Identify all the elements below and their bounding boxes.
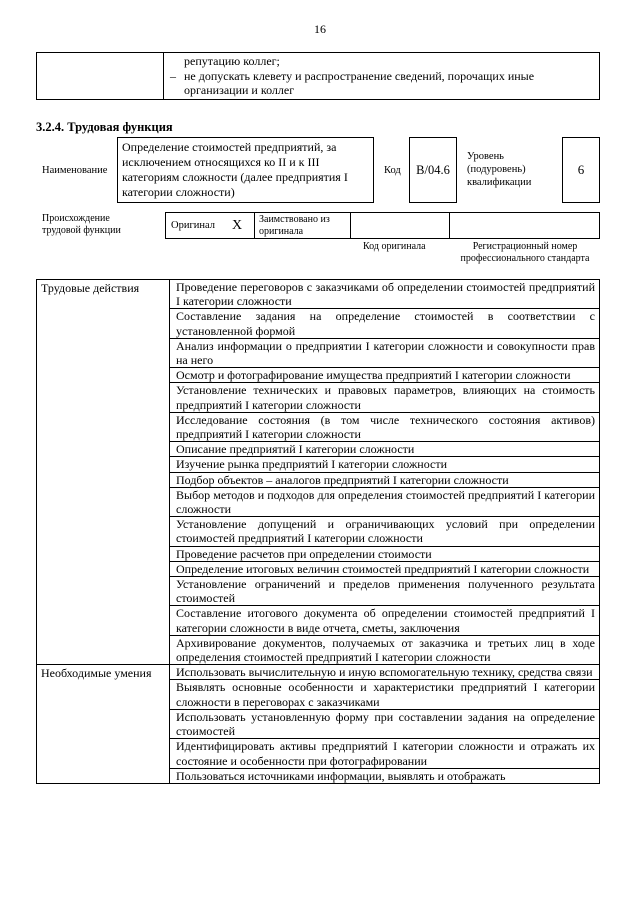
skill-item: Идентифицировать активы предприятий I категории сложности и отражать их состояние и особенности при фотографировании [176, 739, 595, 768]
level-box [562, 137, 600, 203]
origin-label: Происхождение трудовой функции [42, 213, 121, 236]
code-label: Код [384, 165, 401, 176]
code-value: B/04.6 [416, 163, 450, 177]
original-box [165, 212, 255, 239]
labor-action: Осмотр и фотографирование имущества предприятий I категории сложности [176, 368, 571, 383]
code-original-label: Код оригинала [363, 241, 426, 252]
continuation-line: не допускать клевету и распространение сведений, порочащих иные [184, 68, 535, 83]
continuation-table [36, 52, 600, 100]
table-row [170, 517, 600, 546]
labor-action: Проведение переговоров с заказчиками об определении стоимостей предприятий I категории сложности [176, 280, 595, 309]
labor-action: Установление технических и правовых параметров, влияющих на стоимость предприятий I категории сложности [176, 383, 595, 412]
table-row [170, 383, 600, 412]
table-row [170, 680, 600, 709]
skill-item: Выявлять основные особенности и характеристики предприятий I категории сложности в переговорах с заказчиками [176, 680, 595, 709]
continuation-empty-cell [37, 53, 164, 100]
table-row [170, 487, 600, 516]
continuation-line: организации и коллег [184, 83, 295, 97]
table-row [170, 577, 600, 606]
labor-actions-heading: Трудовые действия [41, 281, 140, 295]
table-row [170, 457, 600, 472]
labor-action: Составление задания на определение стоимостей в соответствии с установленной формой [176, 309, 595, 338]
function-name-box [117, 137, 374, 203]
page-number: 16 [314, 22, 326, 36]
borrowed-box [254, 212, 351, 239]
labor-action: Выбор методов и подходов для определения стоимостей предприятий I категории сложности [176, 487, 595, 517]
original-label: Оригинал [171, 220, 215, 231]
labor-action: Описание предприятий I категории сложности [176, 442, 415, 457]
table-row [170, 338, 600, 367]
table-row [170, 546, 600, 561]
table-row [170, 472, 600, 487]
table-row [170, 280, 600, 309]
table-row [170, 561, 600, 576]
borrowed-label: Заимствовано из оригинала [259, 214, 330, 237]
table-row [170, 709, 600, 738]
labor-action: Установление допущений и ограничивающих условий при определении стоимостей предприятий I категории сложности [176, 517, 595, 546]
original-mark: X [232, 218, 243, 233]
reg-number-label: Регистрационный номер профессионального стандарта [460, 241, 590, 264]
labor-action: Составление итогового документа об определении стоимостей предприятий I категории сложности в виде отчета, сметы, заключения [176, 606, 595, 635]
continuation-text-cell [164, 53, 600, 100]
reg-number-box [449, 212, 600, 239]
labor-actions-heading-cell [37, 280, 170, 665]
code-original-box [350, 212, 450, 239]
table-row [170, 412, 600, 441]
table-row [170, 606, 600, 635]
skills-heading: Необходимые умения [41, 666, 152, 681]
table-row [170, 442, 600, 457]
code-box [409, 137, 457, 203]
labor-action: Изучение рынка предприятий I категории сложности [176, 457, 448, 472]
labor-action: Установление ограничений и пределов применения полученного результата стоимостей [176, 577, 595, 606]
labor-action: Анализ информации о предприятии I категории сложности и совокупности прав на него [176, 338, 595, 368]
labor-action: Исследование состояния (в том числе технического состояния активов) предприятий I категории сложности [176, 412, 595, 442]
name-label: Наименование [42, 165, 108, 176]
labor-action: Подбор объектов – аналогов предприятий I категории сложности [176, 472, 509, 487]
table-row [170, 739, 600, 768]
level-value: 6 [577, 162, 585, 177]
table-row [170, 768, 600, 783]
skill-item: Использовать вычислительную и иную вспомогательную технику, средства связи [176, 665, 593, 680]
continuation-line: репутацию коллег; [184, 54, 280, 68]
labor-action: Архивирование документов, получаемых от заказчика и третьих лиц в ходе определения стоимостей предприятий I категории сложности [176, 635, 595, 665]
table-row [170, 368, 600, 383]
labor-action: Определение итоговых величин стоимостей предприятий I категории сложности [176, 561, 590, 576]
labor-action: Проведение расчетов при определении стоимости [176, 546, 432, 561]
skill-item: Пользоваться источниками информации, выявлять и отображать [176, 768, 506, 783]
table-row [170, 309, 600, 338]
section-title: 3.2.4. Трудовая функция [36, 120, 173, 134]
table-row [170, 635, 600, 664]
list-dash: – [170, 68, 176, 83]
labor-function-table [36, 279, 600, 784]
level-label: Уровень (подуровень) квалификации [467, 151, 532, 188]
table-row [170, 665, 600, 680]
skills-heading-cell [37, 665, 170, 784]
function-name-value: Определение стоимостей предприятий, за исключением относящихся ко II и к III категориям сложности (далее предприятия I категории сложности) [122, 140, 348, 199]
skill-item: Использовать установленную форму при составлении задания на определение стоимостей [176, 709, 595, 739]
